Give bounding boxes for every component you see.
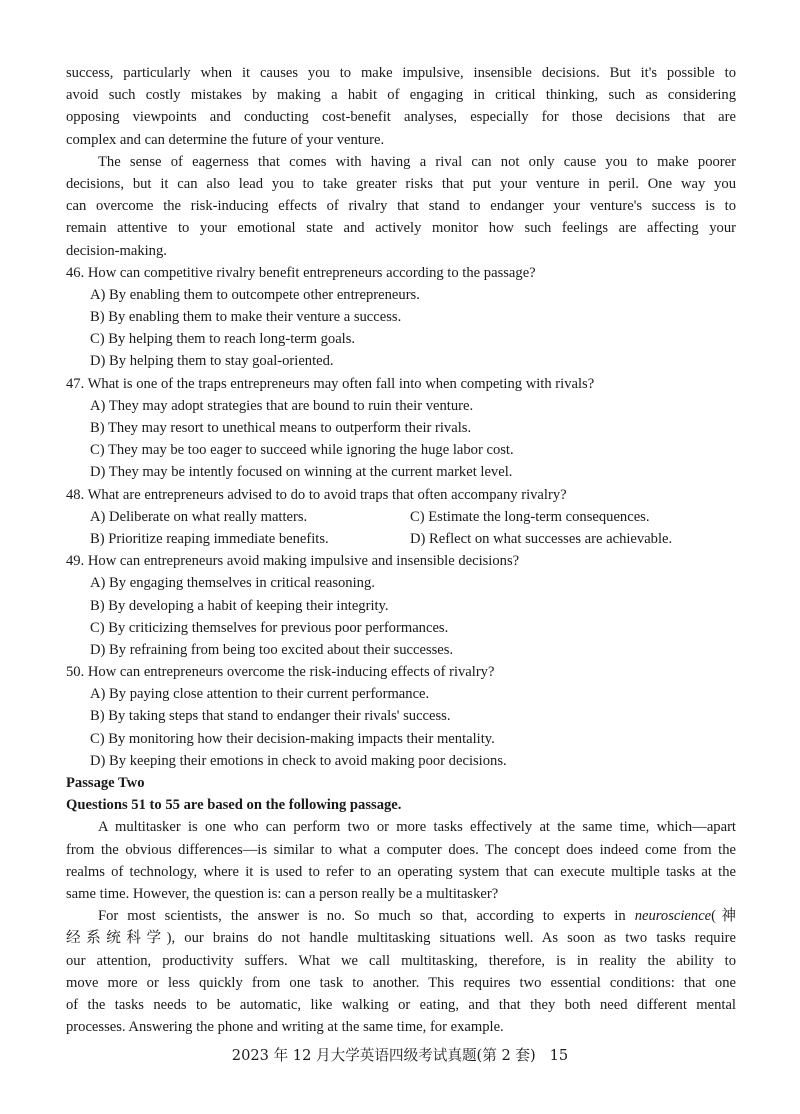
text-line bbox=[66, 905, 736, 927]
question-stem: 47. What is one of the traps entrepreneurs may often fall into when competing with rivals? bbox=[66, 375, 595, 392]
italic-term: neuroscience bbox=[634, 908, 712, 925]
page-content bbox=[66, 62, 736, 1038]
question-49 bbox=[66, 550, 736, 661]
answer-option: B) By enabling them to make their venture a success. bbox=[90, 309, 402, 326]
answer-option: C) They may be too eager to succeed while ignoring the huge labor cost. bbox=[90, 442, 514, 459]
question-stem: 48. What are entrepreneurs advised to do to avoid traps that often accompany rivalry? bbox=[66, 486, 567, 503]
text-line: our attention, productivity suffers. What we call multitasking, therefore, is in reality the ability to bbox=[66, 952, 736, 969]
passage-two-subheading: Questions 51 to 55 are based on the following passage. bbox=[66, 797, 402, 814]
text-line: move more or less quickly from one task to another. This requires two essential conditions: that one bbox=[66, 974, 736, 991]
text-line: of the tasks needs to be automatic, like walking or eating, and that they both need different mental bbox=[66, 996, 736, 1013]
question-stem: 49. How can entrepreneurs avoid making impulsive and insensible decisions? bbox=[66, 553, 520, 570]
answer-option: C) Estimate the long-term consequences. bbox=[410, 508, 650, 525]
answer-option: B) They may resort to unethical means to outperform their rivals. bbox=[90, 420, 472, 436]
passage-two-paragraph-1 bbox=[66, 816, 736, 905]
answer-option: B) Prioritize reaping immediate benefits. bbox=[90, 530, 329, 547]
text-line: decisions, but it can also lead you to take greater risks that put your venture in peril. One way you bbox=[66, 175, 736, 192]
answer-option: C) By criticizing themselves for previous poor performances. bbox=[90, 619, 449, 636]
answer-option: D) They may be intently focused on winning at the current market level. bbox=[90, 464, 513, 481]
text-line: avoid such costly mistakes by making a habit of engaging in critical thinking, such as considering bbox=[66, 87, 736, 104]
answer-option: D) By helping them to stay goal-oriented. bbox=[90, 353, 334, 370]
answer-option: A) By enabling them to outcompete other entrepreneurs. bbox=[90, 286, 420, 303]
answer-option: D) By refraining from being too excited about their successes. bbox=[90, 641, 454, 658]
text-line: decision-making. bbox=[66, 242, 167, 259]
text-line: remain attentive to your emotional state and actively monitor how such feelings are affecting your bbox=[66, 220, 736, 237]
text-line: from the obvious differences—is similar to what a computer does. The concept does indeed come from the bbox=[66, 841, 736, 858]
answer-option: B) By developing a habit of keeping their integrity. bbox=[90, 597, 389, 614]
answer-option: B) By taking steps that stand to endanger their rivals' success. bbox=[90, 708, 451, 725]
page-number: 15 bbox=[549, 1047, 569, 1064]
footer-title: 2023 年 12 月大学英语四级考试真题(第 2 套) bbox=[231, 1047, 536, 1064]
question-stem: 50. How can entrepreneurs overcome the risk-inducing effects of rivalry? bbox=[66, 664, 495, 681]
passage-two-paragraph-2 bbox=[66, 905, 736, 1038]
text-line: success, particularly when it causes you to make impulsive, insensible decisions. But it's possible to bbox=[66, 65, 736, 81]
text-line: The sense of eagerness that comes with having a rival can not only cause you to make poorer bbox=[98, 153, 736, 170]
text-line: processes. Answering the phone and writing at the same time, for example. bbox=[66, 1019, 504, 1036]
answer-option: C) By helping them to reach long-term goals. bbox=[90, 331, 356, 348]
text-fragment: For most scientists, the answer is no. So much so that, according to experts in bbox=[98, 908, 635, 925]
text-line: 经系统科学), our brains do not handle multitasking situations well. As soon as two tasks require bbox=[66, 930, 736, 947]
text-line: realms of technology, where it is used to refer to an operating system that can execute multiple tasks at the bbox=[66, 863, 736, 880]
page-footer bbox=[0, 1046, 800, 1066]
passage-two-heading: Passage Two bbox=[66, 775, 145, 791]
question-47 bbox=[66, 373, 736, 484]
text-line: can overcome the risk-inducing effects of rivalry that stand to endanger your venture's success is to bbox=[66, 198, 736, 215]
question-stem: 46. How can competitive rivalry benefit entrepreneurs according to the passage? bbox=[66, 264, 536, 281]
text-line: opposing viewpoints and conducting cost-benefit analyses, especially for those decisions that are bbox=[66, 109, 736, 126]
text-line: A multitasker is one who can perform two or more tasks effectively at the same time, which—apart bbox=[98, 819, 736, 836]
text-line: same time. However, the question is: can a person really be a multitasker? bbox=[66, 885, 499, 902]
answer-option: A) By engaging themselves in critical reasoning. bbox=[90, 575, 375, 592]
answer-option: C) By monitoring how their decision-making impacts their mentality. bbox=[90, 730, 495, 747]
answer-option-row bbox=[66, 506, 736, 528]
answer-option-row bbox=[66, 528, 736, 550]
answer-option: A) Deliberate on what really matters. bbox=[90, 508, 308, 525]
text-line: complex and can determine the future of your venture. bbox=[66, 131, 385, 148]
question-50 bbox=[66, 661, 736, 772]
question-46 bbox=[66, 262, 736, 373]
passage-one-paragraph-1 bbox=[66, 62, 736, 151]
text-fragment: (神 bbox=[711, 908, 736, 925]
question-48 bbox=[66, 484, 736, 551]
answer-option: A) By paying close attention to their current performance. bbox=[90, 686, 430, 703]
passage-one-paragraph-2 bbox=[66, 151, 736, 262]
answer-option: D) Reflect on what successes are achievable. bbox=[410, 530, 673, 547]
answer-option: A) They may adopt strategies that are bound to ruin their venture. bbox=[90, 397, 474, 414]
answer-option: D) By keeping their emotions in check to avoid making poor decisions. bbox=[90, 752, 507, 769]
